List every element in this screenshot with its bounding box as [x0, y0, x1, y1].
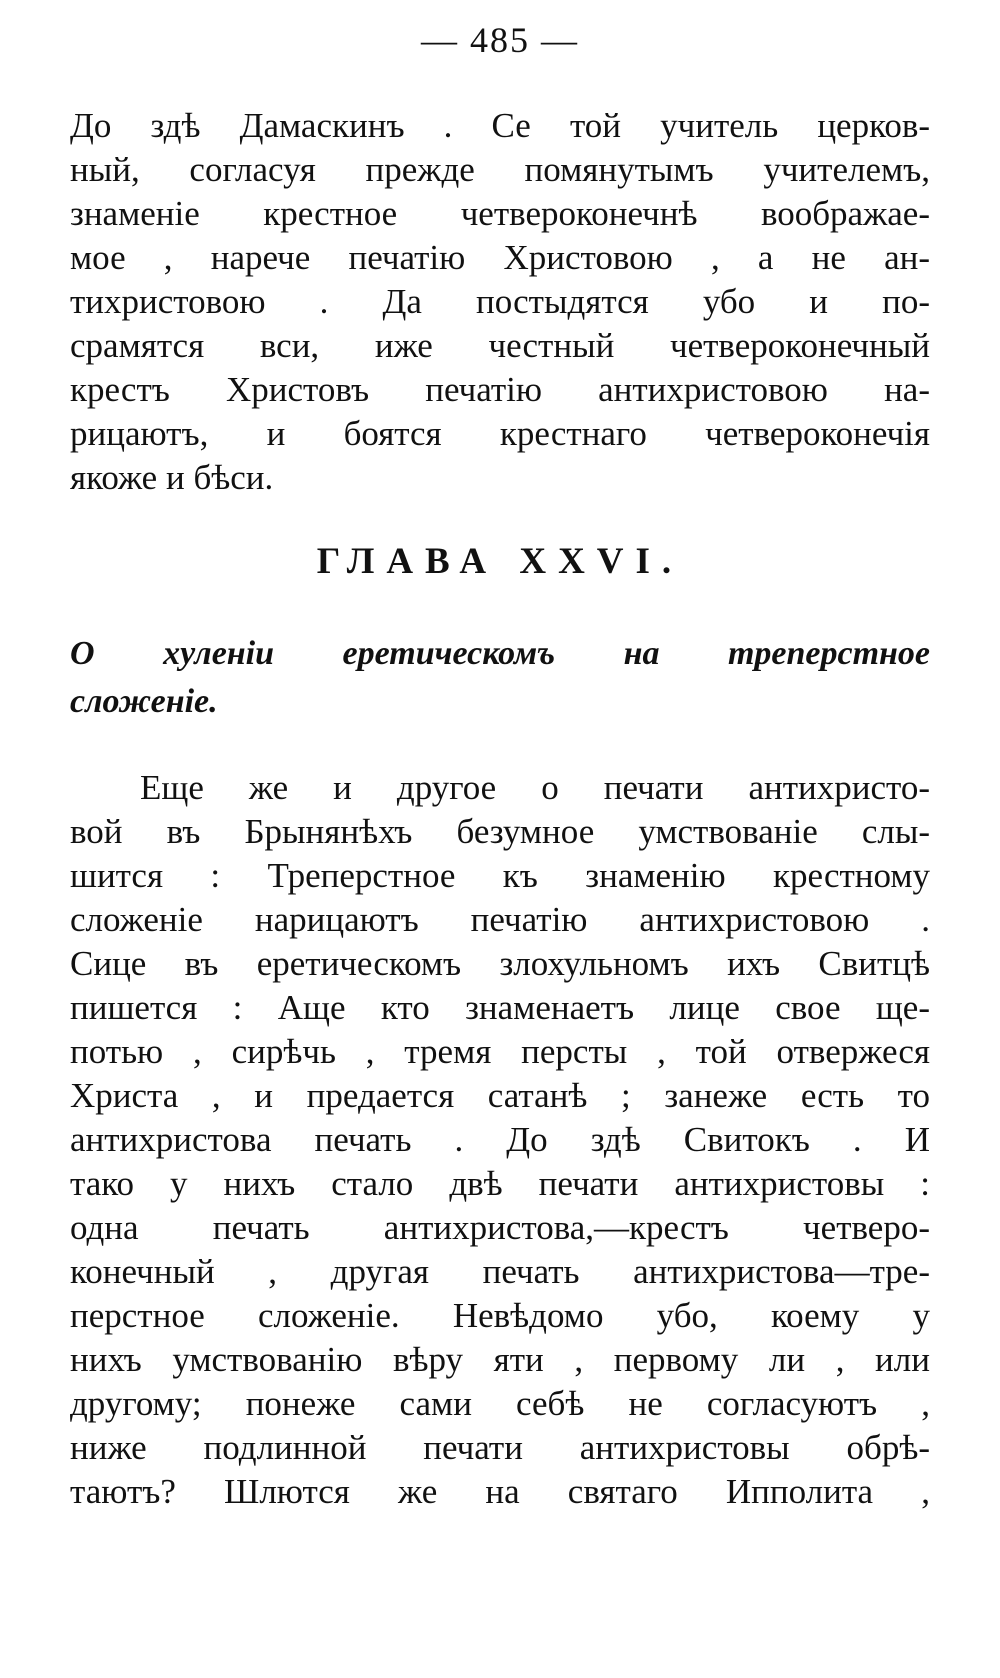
- text-line: крестъ Христовъ печатію антихристовою на-: [70, 370, 930, 409]
- text-line: сложеніе нарицаютъ печатію антихристовою .: [70, 900, 930, 939]
- text-line: одна печать антихристова,—крестъ четверо-: [70, 1208, 930, 1247]
- text-line: антихристова печать . До здѣ Свитокъ . И: [70, 1120, 930, 1159]
- text-line: мое , нарече печатію Христовою , а не ан-: [70, 238, 930, 277]
- text-line: другому; понеже сами себѣ не согласуютъ ,: [70, 1384, 930, 1423]
- text-line: рицаютъ, и боятся крестнаго четвероконечія: [70, 414, 930, 453]
- text-line: шится : Треперстное къ знаменію крестному: [70, 856, 930, 895]
- subtitle-line: О хуленіи еретическомъ на треперстное: [70, 635, 930, 672]
- text-line: нихъ умствованію вѣру яти , первому ли , или: [70, 1340, 930, 1379]
- text-line: Христа , и предается сатанѣ ; занеже есть то: [70, 1076, 930, 1115]
- subtitle-line: сложеніе.: [70, 683, 218, 720]
- text-line: вой въ Брынянѣхъ безумное умствованіе слы-: [70, 812, 930, 851]
- chapter-subtitle: [70, 630, 930, 726]
- paragraph-damascene-quote: [70, 104, 930, 500]
- paragraph-three-finger-sign: [70, 766, 930, 1514]
- text-line: конечный , другая печать антихристова—тре-: [70, 1252, 930, 1291]
- text-line: ниже подлинной печати антихристовы обрѣ-: [70, 1428, 930, 1467]
- text-line: ный, согласуя прежде помянутымъ учителемъ,: [70, 150, 930, 189]
- text-line: тихристовою . Да постыдятся убо и по-: [70, 282, 930, 321]
- text-line: Сице въ еретическомъ злохульномъ ихъ Свитцѣ: [70, 944, 930, 983]
- text-line: тако у нихъ стало двѣ печати антихристовы :: [70, 1164, 930, 1203]
- text-line: якоже и бѣси.: [70, 458, 274, 497]
- text-line: срамятся вси, иже честный четвероконечный: [70, 326, 930, 365]
- text-line: знаменіе крестное четвероконечнѣ воображае-: [70, 194, 930, 233]
- text-line: пишется : Аще кто знаменаетъ лице свое ще-: [70, 988, 930, 1027]
- text-line: таютъ? Шлются же на святаго Ипполита ,: [70, 1472, 930, 1511]
- text-line: До здѣ Дамаскинъ . Се той учитель церков-: [70, 106, 930, 145]
- text-line: перстное сложеніе. Невѣдомо убо, коему у: [70, 1296, 930, 1335]
- chapter-heading: ГЛАВА XXVI.: [316, 541, 684, 582]
- page-number: — 485 —: [421, 20, 579, 60]
- text-line: потью , сирѣчь , тремя персты , той отвержеся: [70, 1032, 930, 1071]
- text-line: Еще же и другое о печати антихристо-: [140, 768, 930, 807]
